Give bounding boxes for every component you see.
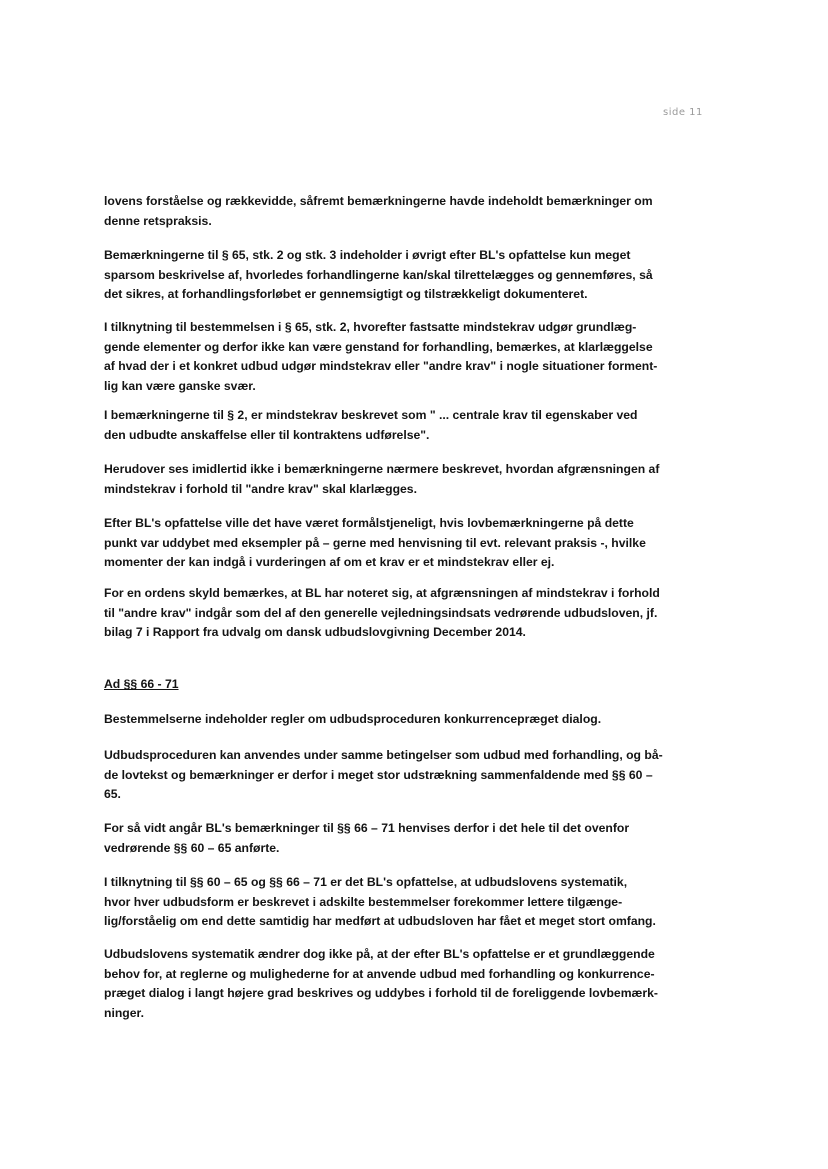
- text-line: af hvad der i et konkret udbud udgør mindstekrav eller "andre krav" i nogle situationer forment-: [104, 359, 658, 373]
- text-line: de lovtekst og bemærkninger er derfor i meget stor udstrækning sammenfaldende med §§ 60 –: [104, 767, 653, 782]
- paragraph-12: [104, 945, 700, 1023]
- text-line: bilag 7 i Rapport fra udvalg om dansk udbudslovgivning December 2014.: [104, 625, 526, 639]
- page-number: side 11: [663, 107, 703, 118]
- text-line: I bemærkningerne til § 2, er mindstekrav beskrevet som " ... centrale krav til egenskaber ved: [104, 408, 638, 422]
- paragraph-2: [104, 246, 700, 305]
- paragraph-1: [104, 192, 700, 231]
- text-line: til "andre krav" indgår som del af den generelle vejledningsindsats vedrørende udbudsloven, jf.: [104, 605, 658, 620]
- text-line: Udbudslovens systematik ændrer dog ikke på, at der efter BL's opfattelse er et grundlæggende: [104, 947, 655, 961]
- text-line: lig kan være ganske svær.: [104, 378, 256, 393]
- text-line: momenter der kan indgå i vurderingen af om et krav er et mindstekrav eller ej.: [104, 555, 555, 569]
- text-line: denne retspraksis.: [104, 213, 212, 228]
- text-line: sparsom beskrivelse af, hvorledes forhandlingerne kan/skal tilrettelægges og gennemføres, så: [104, 267, 653, 282]
- paragraph-5: [104, 460, 700, 499]
- text-line: 65.: [104, 787, 121, 801]
- paragraph-8: [104, 710, 700, 730]
- text-line: det sikres, at forhandlingsforløbet er gennemsigtigt og tilstrækkeligt dokumenteret.: [104, 287, 588, 301]
- text-line: For så vidt angår BL's bemærkninger til §§ 66 – 71 henvises derfor i det hele til det ovenfor: [104, 821, 630, 835]
- paragraph-6: [104, 514, 700, 573]
- text-line: mindstekrav i forhold til "andre krav" skal klarlægges.: [104, 481, 417, 496]
- text-line: I tilknytning til bestemmelsen i § 65, stk. 2, hvorefter fastsatte mindstekrav udgør grundlæg-: [104, 320, 637, 334]
- paragraph-3: [104, 318, 700, 396]
- text-line: ninger.: [104, 1005, 144, 1020]
- text-line: Herudover ses imidlertid ikke i bemærkningerne nærmere beskrevet, hvordan afgrænsningen af: [104, 462, 660, 476]
- text-line: hvor hver udbudsform er beskrevet i adskilte bestemmelser forekommer lettere tilgænge-: [104, 894, 623, 909]
- text-line: Efter BL's opfattelse ville det have været formålstjeneligt, hvis lovbemærkningerne på dette: [104, 516, 634, 530]
- text-line: lovens forståelse og rækkevidde, såfremt bemærkningerne havde indeholdt bemærkninger om: [104, 194, 653, 208]
- paragraph-9: [104, 746, 700, 805]
- text-line: Bestemmelserne indeholder regler om udbudsproceduren konkurrencepræget dialog.: [104, 712, 602, 726]
- text-line: Bemærkningerne til § 65, stk. 2 og stk. 3 indeholder i øvrigt efter BL's opfattelse kun meget: [104, 248, 631, 262]
- paragraph-4: [104, 406, 700, 445]
- text-line: I tilknytning til §§ 60 – 65 og §§ 66 – 71 er det BL's opfattelse, at udbudslovens systematik,: [104, 875, 628, 889]
- text-line: punkt var uddybet med eksempler på – gerne med henvisning til evt. relevant praksis -, hvilke: [104, 535, 646, 550]
- paragraph-11: [104, 873, 700, 932]
- text-line: gende elementer og derfor ikke kan være genstand for forhandling, bemærkes, at klarlæggelse: [104, 339, 653, 354]
- paragraph-10: [104, 819, 700, 858]
- paragraph-7: [104, 584, 700, 643]
- text-line: den udbudte anskaffelse eller til kontraktens udførelse".: [104, 427, 430, 442]
- text-line: behov for, at reglerne og mulighederne for at anvende udbud med forhandling og konkurrence-: [104, 966, 655, 981]
- text-line: vedrørende §§ 60 – 65 anførte.: [104, 840, 280, 855]
- text-line: For en ordens skyld bemærkes, at BL har noteret sig, at afgrænsningen af mindstekrav i forhold: [104, 586, 660, 600]
- text-line: præget dialog i langt højere grad beskrives og uddybes i forhold til de foreliggende lovbemærk-: [104, 986, 658, 1000]
- text-line: Udbudsproceduren kan anvendes under samme betingelser som udbud med forhandling, og bå-: [104, 748, 663, 762]
- section-heading: Ad §§ 66 - 71: [104, 677, 179, 691]
- text-line: lig/forståelig om end dette samtidig har medført at udbudsloven har fået et meget stort omfang.: [104, 914, 656, 928]
